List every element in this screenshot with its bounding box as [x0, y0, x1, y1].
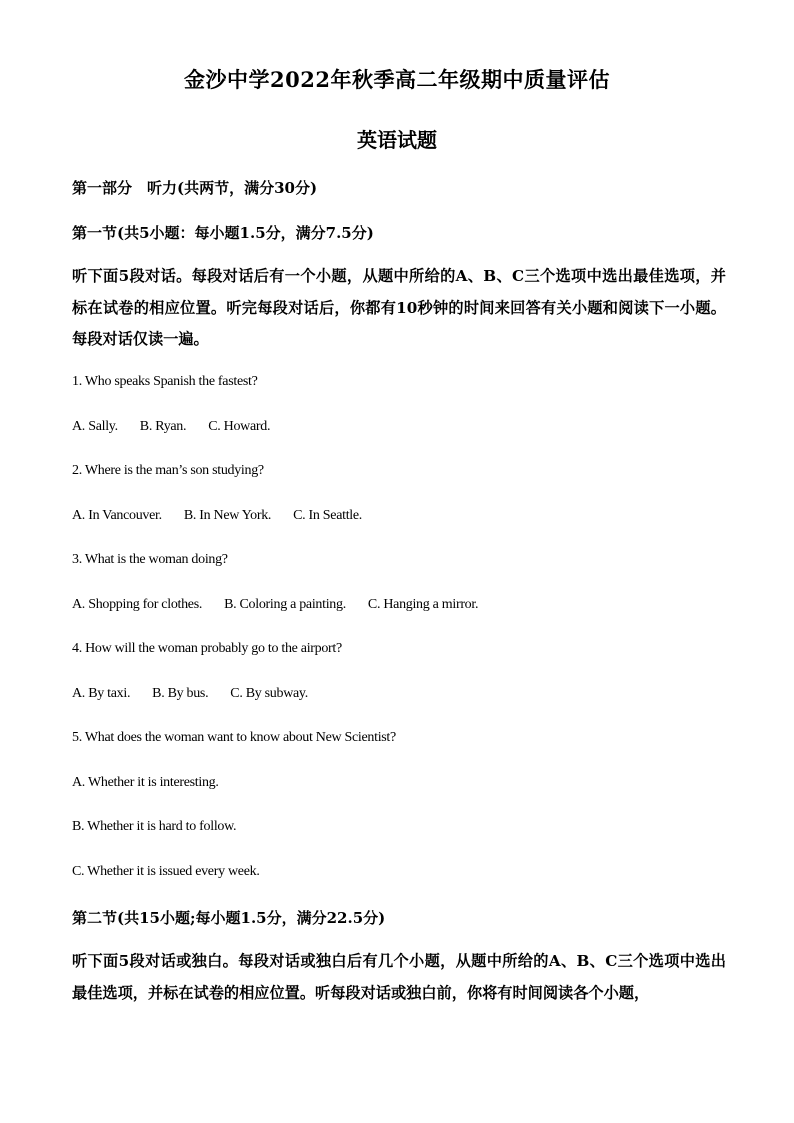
option-a: A. By taxi. — [72, 686, 131, 701]
question-4-options — [72, 686, 330, 702]
exam-title: 金沙中学2022年秋季高二年级期中质量评估 — [184, 67, 610, 92]
section1-heading: 第一节(共5小题：每小题1.5分，满分7.5分) — [72, 224, 374, 242]
option-a: A. Whether it is interesting. — [72, 775, 219, 790]
part1-heading: 第一部分 听力(共两节，满分30分) — [72, 179, 318, 197]
option-b: B. Coloring a painting. — [224, 597, 346, 612]
section1-instructions: 听下面5段对话。每段对话后有一个小题，从题中所给的A、B、C三个选项中选出最佳选项，并标在试卷的相应位置。听完每段对话后，你都有10秒钟的时间来回答有关小题和阅读下一小题。每段对话仅读一遍。 — [72, 267, 726, 348]
option-b: B. By bus. — [152, 686, 209, 701]
question-1-options — [72, 419, 292, 435]
exam-subtitle: 英语试题 — [357, 128, 437, 152]
question-2-options — [72, 508, 384, 524]
option-c: C. Hanging a mirror. — [367, 597, 479, 612]
option-c: C. By subway. — [230, 686, 308, 701]
question-4: 4. How will the woman probably go to the airport? — [72, 641, 342, 656]
option-b: B. In New York. — [183, 508, 272, 523]
option-c: C. Howard. — [208, 419, 271, 434]
option-a: A. Sally. — [72, 419, 118, 434]
question-5: 5. What does the woman want to know about New Scientist? — [72, 730, 396, 745]
option-a: A. Shopping for clothes. — [72, 597, 203, 612]
section2-heading: 第二节(共15小题;每小题1.5分，满分22.5分) — [72, 909, 386, 927]
option-c: C. In Seattle. — [293, 508, 363, 523]
option-c: C. Whether it is issued every week. — [72, 864, 260, 879]
question-1: 1. Who speaks Spanish the fastest? — [72, 374, 258, 389]
option-a: A. In Vancouver. — [72, 508, 162, 523]
question-3: 3. What is the woman doing? — [72, 552, 228, 567]
option-b: B. Ryan. — [139, 419, 187, 434]
question-2: 2. Where is the man’s son studying? — [72, 463, 264, 478]
option-b: B. Whether it is hard to follow. — [72, 819, 237, 834]
section2-instructions: 听下面5段对话或独白。每段对话或独白后有几个小题，从题中所给的A、B、C三个选项中选出最佳选项，并标在试卷的相应位置。听每段对话或独白前，你将有时间阅读各个小题， — [72, 952, 726, 1002]
question-3-options — [72, 597, 500, 613]
